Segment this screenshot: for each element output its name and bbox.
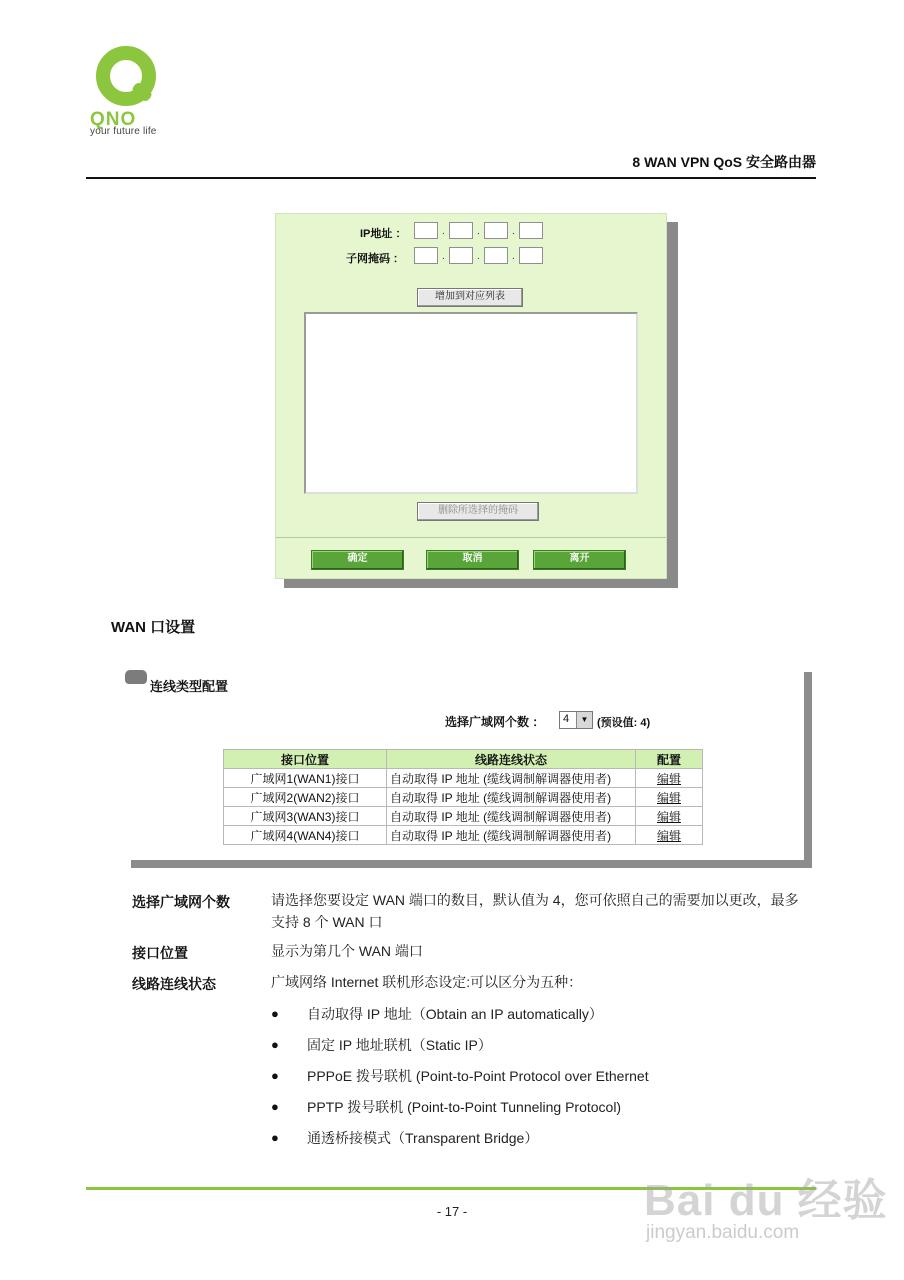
list-item: 自动取得 IP 地址（Obtain an IP automatically） [307, 1006, 603, 1022]
term-port-location: 接口位置 [132, 945, 188, 961]
bullet-icon: ● [271, 1068, 279, 1083]
wan-count-label: 选择广域网个数 ： [445, 715, 545, 729]
wan-count-value: 4 [563, 713, 570, 725]
bullet-icon: ● [271, 1006, 279, 1021]
cancel-button[interactable]: 取消 [426, 550, 519, 570]
desc-line-status: 广域网络 Internet 联机形态设定:可以区分为五种： [271, 974, 583, 990]
status-cell: 自动取得 IP 地址 (缆线调制解调器使用者) [387, 788, 636, 807]
port-cell: 广域网1(WAN1)接口 [224, 769, 387, 788]
table-row [224, 826, 703, 845]
qno-logo-icon [88, 42, 168, 138]
delete-selected-mask-button[interactable]: 删除所选择的掩码 [417, 502, 539, 521]
status-cell: 自动取得 IP 地址 (缆线调制解调器使用者) [387, 769, 636, 788]
ip-separator: . [512, 226, 515, 237]
wan-count-default: (预设值: 4) [597, 717, 651, 729]
header-divider [86, 177, 816, 179]
bullet-icon: ● [271, 1037, 279, 1052]
mask-listbox[interactable] [304, 312, 638, 494]
column-header-config: 配置 [636, 750, 703, 769]
edit-link[interactable]: 编辑 [656, 809, 681, 824]
ip-separator: . [512, 251, 515, 262]
ip-octet-3-input[interactable] [484, 222, 508, 239]
port-cell: 广域网4(WAN4)接口 [224, 826, 387, 845]
ok-button[interactable]: 确定 [311, 550, 404, 570]
ip-address-label: IP地址 ： [360, 228, 407, 240]
table-header-row [224, 750, 703, 769]
list-item: 固定 IP 地址联机（Static IP） [307, 1037, 492, 1053]
ip-separator: . [477, 226, 480, 237]
port-cell: 广域网3(WAN3)接口 [224, 807, 387, 826]
column-header-status: 线路连线状态 [387, 750, 636, 769]
desc-port-location: 显示为第几个 WAN 端口 [271, 943, 423, 959]
status-cell: 自动取得 IP 地址 (缆线调制解调器使用者) [387, 807, 636, 826]
status-cell: 自动取得 IP 地址 (缆线调制解调器使用者) [387, 826, 636, 845]
term-wan-count: 选择广域网个数 [132, 894, 230, 910]
table-row [224, 769, 703, 788]
wan-count-select[interactable] [559, 711, 593, 729]
edit-cell [636, 769, 703, 788]
wan-panel-shadow-right [804, 672, 812, 868]
dialog-divider [276, 537, 666, 538]
table-row [224, 807, 703, 826]
subnet-mask-label: 子网掩码 ： [346, 253, 405, 265]
table-row [224, 788, 703, 807]
ip-separator: . [477, 251, 480, 262]
ip-separator: . [442, 226, 445, 237]
list-item: PPPoE 拨号联机 (Point-to-Point Protocol over Ethernet [307, 1068, 649, 1084]
wan-port-table [223, 749, 703, 845]
wan-config-title: 连线类型配置 [150, 679, 229, 694]
page-header-title: 8 WAN VPN QoS 安全路由器 [632, 154, 816, 170]
edit-cell [636, 826, 703, 845]
edit-link[interactable]: 编辑 [656, 828, 681, 843]
wan-panel-shadow-bottom [131, 860, 812, 868]
list-item: 通透桥接模式（Transparent Bridge） [307, 1130, 539, 1146]
edit-cell [636, 788, 703, 807]
mask-octet-2-input[interactable] [449, 247, 473, 264]
watermark-url: jingyan.baidu.com [646, 1222, 800, 1243]
svg-text:QNO: QNO [90, 109, 137, 130]
ip-octet-4-input[interactable] [519, 222, 543, 239]
port-cell: 广域网2(WAN2)接口 [224, 788, 387, 807]
add-to-list-button[interactable]: 增加到对应列表 [417, 288, 523, 307]
edit-cell [636, 807, 703, 826]
mask-octet-1-input[interactable] [414, 247, 438, 264]
mask-octet-3-input[interactable] [484, 247, 508, 264]
ip-mask-dialog [275, 213, 667, 579]
bullet-icon: ● [271, 1130, 279, 1145]
column-header-port: 接口位置 [224, 750, 387, 769]
term-line-status: 线路连线状态 [132, 976, 216, 992]
page-number: - 17 - [436, 1204, 468, 1219]
list-item: PPTP 拨号联机 (Point-to-Point Tunneling Protocol) [307, 1099, 622, 1115]
bullet-icon: ● [271, 1099, 279, 1114]
watermark-logo: Bai du 经验 [644, 1176, 888, 1225]
ip-octet-2-input[interactable] [449, 222, 473, 239]
edit-link[interactable]: 编辑 [656, 790, 681, 805]
ip-octet-1-input[interactable] [414, 222, 438, 239]
mask-octet-4-input[interactable] [519, 247, 543, 264]
desc-wan-count: 请选择您要设定 WAN 端口的数目，默认值为 4，您可依照自己的需要加以更改，最多支持 8 个 WAN 口 [271, 892, 799, 930]
edit-link[interactable]: 编辑 [656, 771, 681, 786]
ip-separator: . [442, 251, 445, 262]
folder-tab-icon [125, 670, 147, 684]
exit-button[interactable]: 离开 [533, 550, 626, 570]
chevron-down-icon[interactable]: ▼ [576, 712, 592, 728]
section-heading: WAN 口设置 [111, 619, 196, 636]
logo-tagline: your future life [90, 126, 157, 137]
